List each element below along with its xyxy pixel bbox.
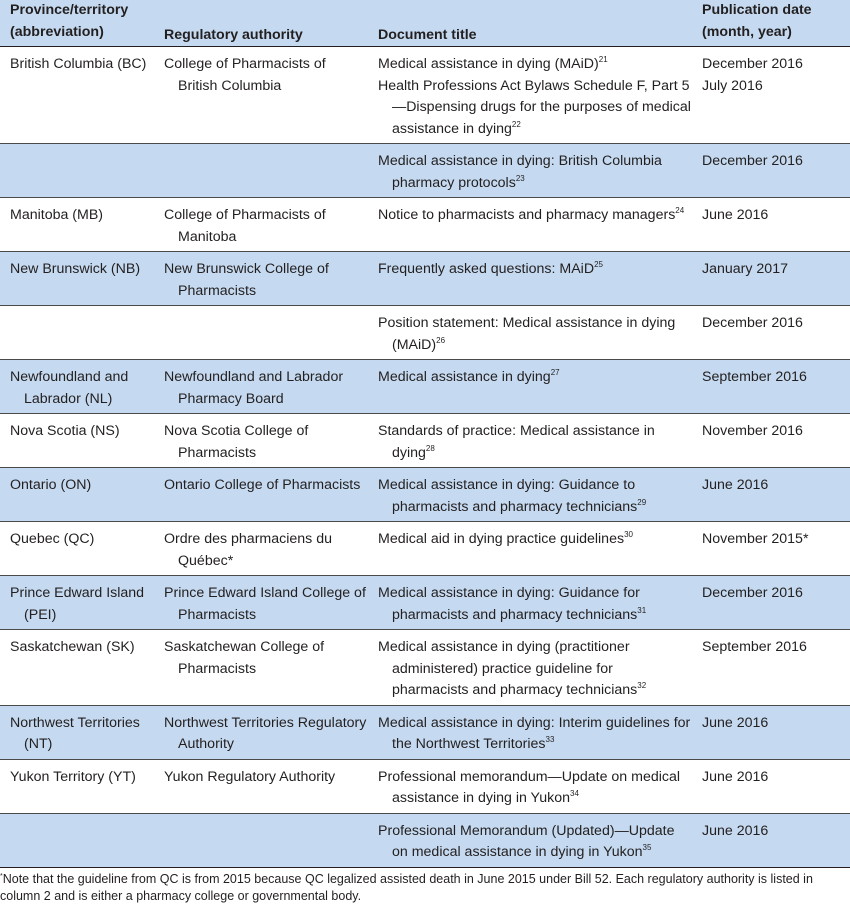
authority-cell: New Brunswick College of Pharmacists xyxy=(154,252,368,306)
document-title: Medical assistance in dying (MAiD)$^{21}$ xyxy=(378,55,608,72)
authority-cell: Prince Edward Island College of Pharmacists xyxy=(154,576,368,630)
authority-cell: Ontario College of Pharmacists xyxy=(154,468,368,522)
publication-date-cell xyxy=(692,306,850,360)
document-title: Professional Memorandum (Updated)—Update on medical assistance in dying in Yukon$^{35}$ xyxy=(378,822,675,860)
document-title-cell xyxy=(368,252,692,306)
authority-cell: Ordre des pharmaciens du Québec* xyxy=(154,522,368,576)
authority-cell xyxy=(154,306,368,360)
province-cell: Manitoba (MB) xyxy=(0,198,154,252)
table-row xyxy=(0,813,850,867)
document-title-cell xyxy=(368,198,692,252)
reference-number: 23 xyxy=(515,173,525,183)
document-title: Notice to pharmacists and pharmacy managers$^{24}$ xyxy=(378,206,685,223)
document-title-cell xyxy=(368,630,692,706)
publication-date: January 2017 xyxy=(702,261,788,277)
publication-date: November 2016 xyxy=(702,423,803,439)
document-title-cell xyxy=(368,813,692,867)
publication-date: June 2016 xyxy=(702,768,769,785)
document-title-cell xyxy=(368,47,692,144)
table-row xyxy=(0,576,850,630)
publication-date-cell xyxy=(692,813,850,867)
document-title-cell xyxy=(368,306,692,360)
province-cell: Newfoundland and Labrador (NL) xyxy=(0,360,154,414)
province-cell: New Brunswick (NB) xyxy=(0,252,154,306)
table-row xyxy=(0,47,850,144)
document-title-cell xyxy=(368,759,692,813)
publication-date-cell xyxy=(692,576,850,630)
publication-date: December 2016 xyxy=(702,315,803,331)
publication-date-cell xyxy=(692,47,850,144)
publication-date-cell xyxy=(692,198,850,252)
document-title: Medical assistance in dying: British Columbia pharmacy protocols$^{23}$ xyxy=(378,153,662,191)
publication-date: June 2016 xyxy=(702,207,769,223)
reference-number: 31 xyxy=(637,605,647,615)
table-row xyxy=(0,630,850,706)
province-cell: Saskatchewan (SK) xyxy=(0,630,154,706)
table-row xyxy=(0,144,850,198)
publication-date: June 2016 xyxy=(702,822,769,839)
province-cell: Yukon Territory (YT) xyxy=(0,759,154,813)
table-header-row xyxy=(0,0,850,47)
reference-number: 33 xyxy=(545,735,555,744)
reference-number: 24 xyxy=(675,206,685,215)
document-title: Professional memorandum—Update on medical assistance in dying in Yukon$^{34}$ xyxy=(378,768,681,806)
document-title: Medical assistance in dying$^{27}$ xyxy=(378,368,560,385)
document-title: Position statement: Medical assistance in dying (MAiD)$^{26}$ xyxy=(378,315,676,353)
authority-cell: Yukon Regulatory Authority xyxy=(154,759,368,813)
reference-number: 22 xyxy=(511,119,521,129)
publication-date: December 2016 xyxy=(702,585,803,601)
publication-date: November 2015* xyxy=(702,531,809,547)
publication-date-cell xyxy=(692,144,850,198)
authority-cell: College of Pharmacists of Manitoba xyxy=(154,198,368,252)
publication-date-cell xyxy=(692,630,850,706)
header-authority: Regulatory authority xyxy=(154,0,368,47)
header-publication-date: Publication date (month, year) xyxy=(692,0,850,47)
reference-number: 27 xyxy=(550,368,560,377)
authority-cell xyxy=(154,144,368,198)
publication-date: December 2016 xyxy=(702,153,803,169)
header-document-title: Document title xyxy=(368,0,692,47)
publication-date-cell xyxy=(692,522,850,576)
table-row xyxy=(0,759,850,813)
reference-number: 21 xyxy=(598,55,608,64)
document-title: Standards of practice: Medical assistance in dying$^{28}$ xyxy=(378,423,655,461)
document-title: Frequently asked questions: MAiD$^{25}$ xyxy=(378,260,603,277)
province-cell xyxy=(0,813,154,867)
reference-number: 34 xyxy=(570,789,579,798)
reference-number: 30 xyxy=(624,530,633,539)
document-title-cell xyxy=(368,576,692,630)
table-row xyxy=(0,252,850,306)
table-row xyxy=(0,468,850,522)
document-title-cell xyxy=(368,705,692,759)
publication-date: September 2016 xyxy=(702,639,807,655)
document-title-cell xyxy=(368,414,692,468)
authority-cell xyxy=(154,813,368,867)
document-title: Medical assistance in dying: Guidance for pharmacists and pharmacy technicians$^{31}$ xyxy=(378,585,647,623)
reference-number: 28 xyxy=(425,443,435,453)
province-cell: Ontario (ON) xyxy=(0,468,154,522)
table-row xyxy=(0,198,850,252)
province-cell: Quebec (QC) xyxy=(0,522,154,576)
document-title: Medical assistance in dying: Interim guidelines for the Northwest Territories$^{33}$ xyxy=(378,714,691,752)
header-province: Province/territory (abbreviation) xyxy=(0,0,154,47)
publication-date-cell xyxy=(692,252,850,306)
province-cell: Nova Scotia (NS) xyxy=(0,414,154,468)
reference-number: 35 xyxy=(642,843,652,852)
table-footnote: *Note that the guideline from QC is from 2015 because QC legalized assisted death in June 2015 under Bill 52. Each regulatory authority is listed in column 2 and is either a pharmacy college or governmental body. xyxy=(0,871,813,903)
publication-date: June 2016 xyxy=(702,477,769,493)
authority-cell: Nova Scotia College of Pharmacists xyxy=(154,414,368,468)
publication-date: June 2016 xyxy=(702,714,769,731)
document-title-cell xyxy=(368,360,692,414)
publication-date-cell xyxy=(692,360,850,414)
publication-date: September 2016 xyxy=(702,369,807,385)
publication-date: December 2016 xyxy=(702,56,803,72)
document-title: Medical aid in dying practice guidelines$^{30}$ xyxy=(378,530,633,547)
document-title-cell xyxy=(368,468,692,522)
publication-date: July 2016 xyxy=(702,77,763,94)
province-cell xyxy=(0,144,154,198)
table-row xyxy=(0,360,850,414)
document-title: Medical assistance in dying (practitioner administered) practice guideline for pharmacists and pharmacy technicians$^{32}$ xyxy=(378,639,647,698)
table-row xyxy=(0,414,850,468)
authority-cell: Newfoundland and Labrador Pharmacy Board xyxy=(154,360,368,414)
reference-number: 25 xyxy=(594,260,603,269)
publication-date-cell xyxy=(692,759,850,813)
authority-cell: College of Pharmacists of British Columbia xyxy=(164,56,326,94)
province-cell: British Columbia (BC) xyxy=(10,56,147,72)
reference-number: 32 xyxy=(637,681,647,690)
province-cell xyxy=(0,306,154,360)
province-cell: Prince Edward Island (PEI) xyxy=(0,576,154,630)
reference-number: 29 xyxy=(637,497,647,507)
publication-date-cell xyxy=(692,705,850,759)
document-title-cell xyxy=(368,144,692,198)
table-row xyxy=(0,306,850,360)
authority-cell: Northwest Territories Regulatory Authority xyxy=(154,705,368,759)
document-title: Medical assistance in dying: Guidance to pharmacists and pharmacy technicians$^{29}$ xyxy=(378,477,647,515)
document-title-cell xyxy=(368,522,692,576)
publication-date-cell xyxy=(692,414,850,468)
authority-cell: Saskatchewan College of Pharmacists xyxy=(154,630,368,706)
table-row xyxy=(0,522,850,576)
province-cell: Northwest Territories (NT) xyxy=(0,705,154,759)
publication-date-cell xyxy=(692,468,850,522)
reference-number: 26 xyxy=(436,335,446,345)
document-title: Health Professions Act Bylaws Schedule F, Part 5—Dispensing drugs for the purposes of medical assistance in dying$^{22}$ xyxy=(378,77,691,137)
table-row xyxy=(0,705,850,759)
